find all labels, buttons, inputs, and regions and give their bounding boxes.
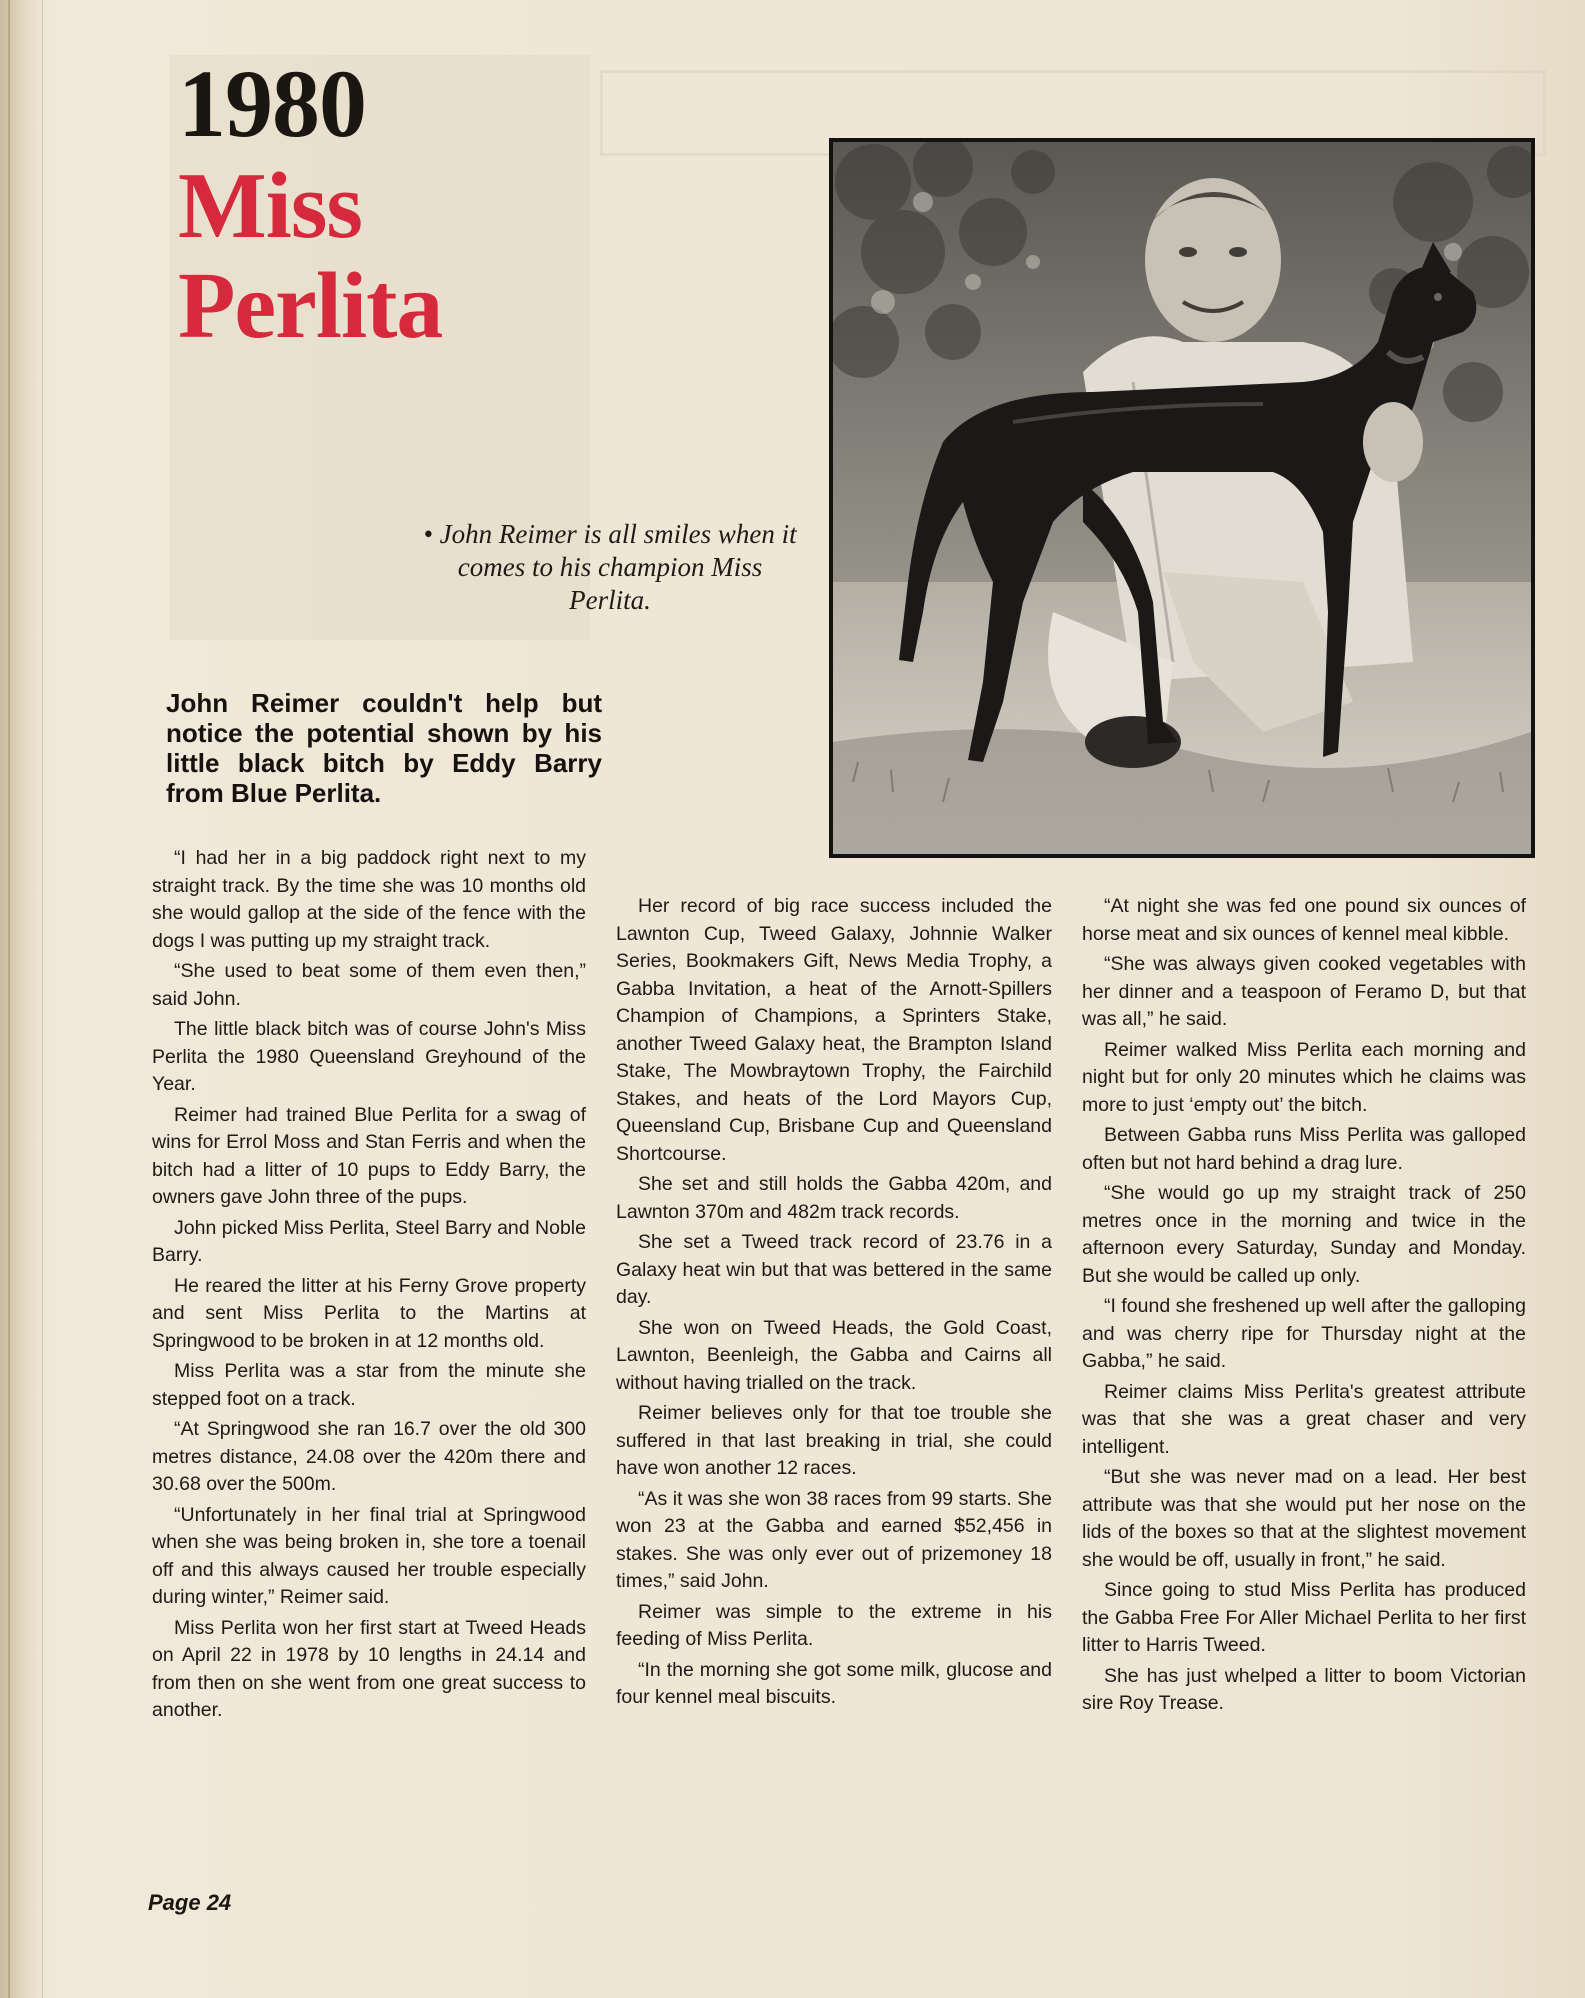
paragraph: “She used to beat some of them even then,” said John. [152,960,586,1010]
paragraph: Reimer had trained Blue Perlita for a swag of wins for Errol Moss and Stan Ferris and when the bitch had a litter of 10 pups to Eddy Barry, the owners gave John three of the pups. [152,1103,586,1208]
photo-trainer-with-greyhound [829,138,1535,858]
paragraph: “But she was never mad on a lead. Her best attribute was that she would put her nose on the lids of the boxes so that at the slightest movement she would be off, usually in front,” he said. [1082,1466,1526,1571]
paragraph: Since going to stud Miss Perlita has produced the Gabba Free For Aller Michael Perlita to her first litter to Harris Tweed. [1082,1579,1526,1656]
paragraph: Reimer claims Miss Perlita's greatest attribute was that she was a great chaser and very intelligent. [1082,1380,1526,1458]
article-intro: John Reimer couldn't help but notice the potential shown by his little black bitch by Eddy Barry from Blue Perlita. [166,688,602,808]
headline-year: 1980 [178,50,366,157]
paragraph: “I found she freshened up well after the galloping and was cherry ripe for Thursday night at the Gabba,” he said. [1082,1295,1526,1372]
photo-illustration [833,142,1531,854]
paragraph: The little black bitch was of course John's Miss Perlita the 1980 Queensland Greyhound of the Year. [152,1018,586,1095]
paragraph: Reimer walked Miss Perlita each morning and night but for only 20 minutes which he claims was more to just ‘empty out’ the bitch. [1082,1038,1526,1116]
paragraph: “As it was she won 38 races from 99 starts. She won 23 at the Gabba and earned $52,456 in stakes. She was only ever out of prizemoney 18 times,” said John. [616,1487,1052,1592]
paragraph: “In the morning she got some milk, glucose and four kennel meal biscuits. [616,1658,1052,1708]
paragraph: “She would go up my straight track of 250 metres once in the morning and twice in the afternoon every Saturday, Sunday and Monday. But she would be called up only. [1082,1182,1526,1287]
paragraph: Miss Perlita was a star from the minute she stepped foot on a track. [152,1360,586,1410]
paragraph: “At Springwood she ran 16.7 over the old 300 metres distance, 24.08 over the 420m there and 30.68 over the 500m. [152,1418,586,1495]
paragraph: “Unfortunately in her final trial at Springwood when she was being broken in, she tore a toenail off and this always caused her trouble especially during winter,” Reimer said. [152,1503,586,1608]
paragraph: Between Gabba runs Miss Perlita was galloped often but not hard behind a drag lure. [1082,1124,1526,1174]
page-spine-edge [0,0,43,1998]
article-column-1 [152,845,586,1728]
paragraph: Reimer was simple to the extreme in his feeding of Miss Perlita. [616,1600,1052,1650]
paragraph: “I had her in a big paddock right next to my straight track. By the time she was 10 months old she would gallop at the side of the fence with the dogs I was putting up my straight track. [152,847,586,952]
photo-caption: • John Reimer is all smiles when it comes to his champion Miss Perlita. [423,519,797,615]
paragraph: He reared the litter at his Ferny Grove property and sent Miss Perlita to the Martins at Springwood to be broken in at 12 months old. [152,1274,586,1352]
article-headline [178,52,442,356]
headline-name-line1: Miss [178,154,362,258]
paragraph: She has just whelped a litter to boom Victorian sire Roy Trease. [1082,1664,1526,1714]
paragraph: She set a Tweed track record of 23.76 in a Galaxy heat win but that was bettered in the same day. [616,1231,1052,1308]
paragraph: Miss Perlita won her first start at Tweed Heads on April 22 in 1978 by 10 lengths in 24.14 and from then on she went from one great success to another. [152,1616,586,1721]
article-column-3 [1082,893,1526,1721]
headline-name-line2: Perlita [178,254,443,358]
paragraph: “She was always given cooked vegetables with her dinner and a teaspoon of Feramo D, but that was all,” he said. [1082,953,1526,1030]
paragraph: “At night she was fed one pound six ounces of horse meat and six ounces of kennel meal kibble. [1082,895,1526,945]
paragraph: She set and still holds the Gabba 420m, and Lawnton 370m and 482m track records. [616,1173,1052,1223]
article-column-2 [616,893,1052,1715]
paragraph: Her record of big race success included the Lawnton Cup, Tweed Galaxy, Johnnie Walker Series, Bookmakers Gift, News Media Trophy, a Gabba Invitation, a heat of the Arnott-Spillers Champion of Champions, a Sprinters Stake, another Tweed Galaxy heat, the Brampton Island Stake, The Mowbraytown Trophy, the Fairchild Stakes, and heats of the Lord Mayors Cup, Queensland Cup, Brisbane Cup and Queensland Shortcourse. [616,895,1052,1165]
paragraph: She won on Tweed Heads, the Gold Coast, Lawnton, Beenleigh, the Gabba and Cairns all without having trialled on the track. [616,1316,1052,1394]
page-number: Page 24 [148,1890,232,1915]
paragraph: Reimer believes only for that toe trouble she suffered in that last breaking in trial, she could have won another 12 races. [616,1402,1052,1479]
paragraph: John picked Miss Perlita, Steel Barry and Noble Barry. [152,1216,586,1266]
